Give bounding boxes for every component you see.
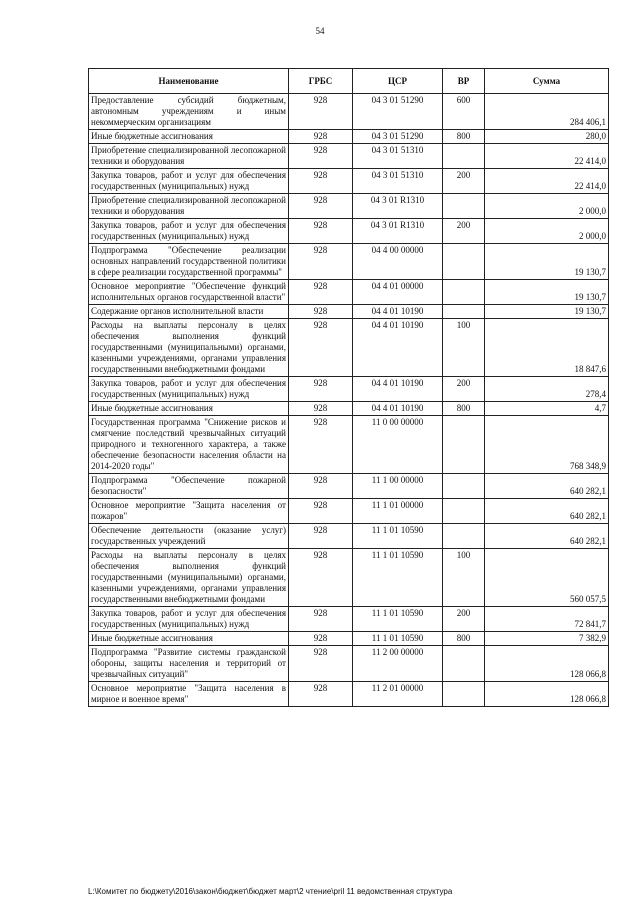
table-row: [89, 416, 609, 474]
row-vr: 600: [443, 94, 485, 130]
row-vr: [443, 524, 485, 549]
row-csr: 11 1 00 00000: [353, 474, 443, 499]
row-grbs: 928: [289, 94, 353, 130]
row-name: Иные бюджетные ассигнования: [89, 402, 289, 416]
row-name: Иные бюджетные ассигнования: [89, 130, 289, 144]
row-grbs: 928: [289, 219, 353, 244]
row-sum: 19 130,7: [485, 280, 609, 305]
row-sum: 19 130,7: [485, 244, 609, 280]
row-name: Обеспечение деятельности (оказание услуг) государственных учреждений: [89, 524, 289, 549]
row-vr: [443, 280, 485, 305]
row-name: Предоставление субсидий бюджетным, автономным учреждениям и иным некоммерческим организациям: [89, 94, 289, 130]
row-grbs: 928: [289, 377, 353, 402]
row-grbs: 928: [289, 632, 353, 646]
row-sum: 640 282,1: [485, 524, 609, 549]
row-vr: [443, 305, 485, 319]
row-sum: 7 382,9: [485, 632, 609, 646]
row-csr: 11 1 01 00000: [353, 499, 443, 524]
row-grbs: 928: [289, 305, 353, 319]
row-csr: 04 3 01 R1310: [353, 219, 443, 244]
row-vr: 800: [443, 402, 485, 416]
table-row: [89, 130, 609, 144]
row-grbs: 928: [289, 244, 353, 280]
row-vr: [443, 646, 485, 682]
row-csr: 04 4 01 00000: [353, 280, 443, 305]
row-csr: 11 2 01 00000: [353, 682, 443, 707]
row-vr: 800: [443, 130, 485, 144]
row-vr: 100: [443, 549, 485, 607]
row-sum: 768 348,9: [485, 416, 609, 474]
row-csr: 04 3 01 51310: [353, 169, 443, 194]
table-row: [89, 219, 609, 244]
row-grbs: 928: [289, 549, 353, 607]
row-csr: 04 4 01 10190: [353, 402, 443, 416]
header-csr: ЦСР: [353, 69, 443, 94]
row-csr: 11 2 00 00000: [353, 646, 443, 682]
row-sum: 2 000,0: [485, 219, 609, 244]
row-grbs: 928: [289, 607, 353, 632]
row-sum: 128 066,8: [485, 682, 609, 707]
row-name: Основное мероприятие "Защита населения в мирное и военное время": [89, 682, 289, 707]
row-csr: 04 4 01 10190: [353, 319, 443, 377]
row-sum: 278,4: [485, 377, 609, 402]
row-name: Подпрограмма "Развитие системы гражданской обороны, защиты населения и территорий от чрезвычайных ситуаций": [89, 646, 289, 682]
row-name: Основное мероприятие "Защита населения от пожаров": [89, 499, 289, 524]
row-grbs: 928: [289, 499, 353, 524]
table-row: [89, 169, 609, 194]
row-grbs: 928: [289, 474, 353, 499]
header-grbs: ГРБС: [289, 69, 353, 94]
row-csr: 11 1 01 10590: [353, 632, 443, 646]
table-row: [89, 499, 609, 524]
row-name: Приобретение специализированной лесопожарной техники и оборудования: [89, 194, 289, 219]
row-vr: [443, 194, 485, 219]
row-name: Подпрограмма "Обеспечение пожарной безопасности": [89, 474, 289, 499]
row-sum: 2 000,0: [485, 194, 609, 219]
row-grbs: 928: [289, 319, 353, 377]
table-row: [89, 402, 609, 416]
header-sum: Сумма: [485, 69, 609, 94]
row-name: Иные бюджетные ассигнования: [89, 632, 289, 646]
table-row: [89, 377, 609, 402]
row-sum: 128 066,8: [485, 646, 609, 682]
row-vr: [443, 499, 485, 524]
row-name: Подпрограмма "Обеспечение реализации основных направлений государственной политики в сфере реализации государственной программы": [89, 244, 289, 280]
row-name: Основное мероприятие "Обеспечение функций исполнительных органов государственной власти": [89, 280, 289, 305]
row-grbs: 928: [289, 416, 353, 474]
row-name: Государственная программа "Снижение рисков и смягчение последствий чрезвычайных ситуаций природного и техногенного характера, а также обеспечение безопасности населения области на 2014-2020 годы": [89, 416, 289, 474]
table-row: [89, 194, 609, 219]
table-row: [89, 94, 609, 130]
table-row: [89, 632, 609, 646]
row-grbs: 928: [289, 524, 353, 549]
header-name: Наименование: [89, 69, 289, 94]
row-csr: 04 3 01 R1310: [353, 194, 443, 219]
row-vr: [443, 682, 485, 707]
table-row: [89, 682, 609, 707]
budget-table: [88, 68, 609, 707]
row-vr: [443, 416, 485, 474]
row-grbs: 928: [289, 682, 353, 707]
row-name: Расходы на выплаты персоналу в целях обеспечения выполнения функций государственными (муниципальными) органами, казенными учреждениями, органами управления государственными внебюджетными фондами: [89, 319, 289, 377]
row-vr: 200: [443, 607, 485, 632]
row-sum: 280,0: [485, 130, 609, 144]
table-row: [89, 607, 609, 632]
row-sum: 640 282,1: [485, 499, 609, 524]
row-vr: [443, 144, 485, 169]
page-number: 54: [315, 26, 325, 36]
row-sum: 22 414,0: [485, 144, 609, 169]
row-csr: 04 4 01 10190: [353, 305, 443, 319]
row-name: Расходы на выплаты персоналу в целях обеспечения выполнения функций государственными (муниципальными) органами, казенными учреждениями, органами управления государственными внебюджетными фондами: [89, 549, 289, 607]
row-name: Закупка товаров, работ и услуг для обеспечения государственных (муниципальных) нужд: [89, 169, 289, 194]
row-grbs: 928: [289, 130, 353, 144]
row-grbs: 928: [289, 402, 353, 416]
row-vr: [443, 244, 485, 280]
row-csr: 04 3 01 51290: [353, 130, 443, 144]
row-csr: 11 1 01 10590: [353, 607, 443, 632]
row-grbs: 928: [289, 646, 353, 682]
row-grbs: 928: [289, 280, 353, 305]
row-grbs: 928: [289, 169, 353, 194]
table-row: [89, 646, 609, 682]
row-sum: 640 282,1: [485, 474, 609, 499]
table-row: [89, 144, 609, 169]
row-name: Содержание органов исполнительной власти: [89, 305, 289, 319]
row-csr: 11 0 00 00000: [353, 416, 443, 474]
row-sum: 19 130,7: [485, 305, 609, 319]
row-csr: 04 3 01 51310: [353, 144, 443, 169]
row-sum: 284 406,1: [485, 94, 609, 130]
table-row: [89, 549, 609, 607]
row-vr: [443, 474, 485, 499]
row-vr: 100: [443, 319, 485, 377]
table-row: [89, 524, 609, 549]
table-row: [89, 305, 609, 319]
footer-file-path: L:\Комитет по бюджету\2016\закон\бюджет\бюджет март\2 чтение\pril 11 ведомственная структура: [88, 887, 453, 896]
table-body: [89, 94, 609, 707]
row-name: Закупка товаров, работ и услуг для обеспечения государственных (муниципальных) нужд: [89, 377, 289, 402]
row-csr: 04 4 00 00000: [353, 244, 443, 280]
row-vr: 200: [443, 169, 485, 194]
row-vr: 200: [443, 377, 485, 402]
row-name: Приобретение специализированной лесопожарной техники и оборудования: [89, 144, 289, 169]
row-sum: 22 414,0: [485, 169, 609, 194]
row-csr: 04 3 01 51290: [353, 94, 443, 130]
row-grbs: 928: [289, 194, 353, 219]
table-row: [89, 319, 609, 377]
row-csr: 11 1 01 10590: [353, 524, 443, 549]
row-sum: 4,7: [485, 402, 609, 416]
table-row: [89, 244, 609, 280]
row-sum: 560 057,5: [485, 549, 609, 607]
row-vr: 200: [443, 219, 485, 244]
row-sum: 72 841,7: [485, 607, 609, 632]
row-name: Закупка товаров, работ и услуг для обеспечения государственных (муниципальных) нужд: [89, 607, 289, 632]
row-csr: 11 1 01 10590: [353, 549, 443, 607]
header-vr: ВР: [443, 69, 485, 94]
row-csr: 04 4 01 10190: [353, 377, 443, 402]
table-header-row: [89, 69, 609, 94]
row-sum: 18 847,6: [485, 319, 609, 377]
row-name: Закупка товаров, работ и услуг для обеспечения государственных (муниципальных) нужд: [89, 219, 289, 244]
table-row: [89, 280, 609, 305]
row-grbs: 928: [289, 144, 353, 169]
row-vr: 800: [443, 632, 485, 646]
table-row: [89, 474, 609, 499]
